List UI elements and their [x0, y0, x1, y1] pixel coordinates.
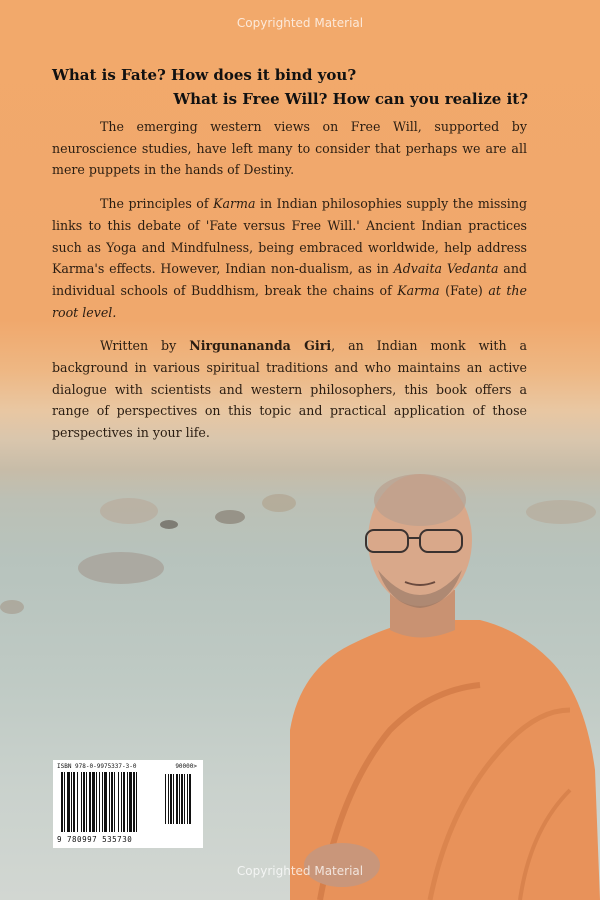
- barcode-bars: [61, 772, 137, 832]
- barcode-bar: [86, 772, 87, 832]
- barcode-bar: [99, 772, 100, 832]
- watermark-bottom: Copyrighted Material: [236, 864, 364, 878]
- barcode-bar: [67, 772, 70, 832]
- barcode-addon-bar: [165, 774, 166, 824]
- barcode-addon-bar: [189, 774, 191, 824]
- isbn-digits: 9 780997 535730: [57, 835, 133, 844]
- barcode-addon-bar: [168, 774, 169, 824]
- barcode-bar: [127, 772, 128, 832]
- barcode-bar: [71, 772, 72, 832]
- barcode-bar: [123, 772, 125, 832]
- river-rock: [160, 520, 178, 529]
- barcode-bar: [102, 772, 103, 832]
- isbn-barcode: [53, 760, 203, 848]
- barcode-bar: [136, 772, 137, 832]
- term-karma: Karma: [213, 196, 256, 212]
- barcode-bar: [129, 772, 132, 832]
- blurb-paragraph-1: The emerging western views on Free Will, supported by neuroscience studies, have left many to consider that perhaps we are all mere puppets in the hands of Destiny.: [52, 119, 527, 178]
- term-advaita-vedanta: Advaita Vedanta: [393, 261, 499, 277]
- barcode-bar: [133, 772, 135, 832]
- barcode-bar: [77, 772, 78, 832]
- barcode-bar: [96, 772, 97, 832]
- river-rock: [0, 600, 24, 614]
- barcode-bar: [83, 772, 85, 832]
- barcode-addon-bar: [173, 774, 174, 824]
- barcode-bar: [104, 772, 107, 832]
- barcode-bar: [64, 772, 65, 832]
- barcode-bar: [114, 772, 115, 832]
- isbn-label: ISBN 978-0-9975337-3-0: [57, 763, 137, 770]
- barcode-bar: [121, 772, 122, 832]
- barcode-bar: [92, 772, 95, 832]
- text-run: and individual schools of Buddhism, break the chains of: [52, 261, 527, 298]
- question-free-will: What is Free Will? How can you realize it?: [173, 90, 528, 108]
- watermark-top: Copyrighted Material: [236, 16, 364, 30]
- question-fate: What is Fate? How does it bind you?: [52, 66, 357, 84]
- monk-portrait-icon: [280, 470, 600, 900]
- blurb: [52, 116, 527, 456]
- author-name: Nirgunananda Giri: [189, 338, 332, 354]
- barcode-bar: [73, 772, 75, 832]
- barcode-bar: [109, 772, 110, 832]
- barcode-addon-bar: [187, 774, 188, 824]
- barcode-bar: [61, 772, 63, 832]
- barcode-addon-bars: [165, 774, 191, 824]
- barcode-bar: [89, 772, 91, 832]
- barcode-addon-bar: [176, 774, 178, 824]
- river-rock: [100, 498, 158, 524]
- price-code: 90000>: [175, 763, 197, 770]
- blurb-paragraph-2: [52, 193, 527, 323]
- blurb-paragraph-3: [52, 335, 527, 444]
- river-rock: [215, 510, 245, 524]
- river-rock: [78, 552, 164, 584]
- text-run: (Fate): [439, 282, 489, 298]
- barcode-addon-bar: [181, 774, 183, 824]
- term-karma: Karma: [397, 282, 440, 298]
- text-run: , an Indian monk with a background in various spiritual traditions and who maintains an active dialogue with scientists and western philosophers, this book offers a range of perspectives on this topic and practical application of those perspectives in your life.: [52, 338, 528, 441]
- scalp: [374, 474, 466, 526]
- barcode-addon-bar: [184, 774, 185, 824]
- barcode-addon-bar: [170, 774, 172, 824]
- barcode-bar: [111, 772, 113, 832]
- text-run: Written by: [100, 338, 190, 354]
- text-run: in Indian philosophies supply the missing links to this debate of 'Fate versus Free Will.' Ancient Indian practices such as Yoga and Mindfulness, being embraced worldwide, help address Karma's effects. However, Indian non-dualism, as in: [52, 196, 527, 277]
- barcode-bar: [118, 772, 119, 832]
- barcode-addon-bar: [179, 774, 180, 824]
- term-root-level: at the root level.: [52, 282, 527, 320]
- barcode-bar: [81, 772, 82, 832]
- text-run: The principles of: [100, 196, 214, 212]
